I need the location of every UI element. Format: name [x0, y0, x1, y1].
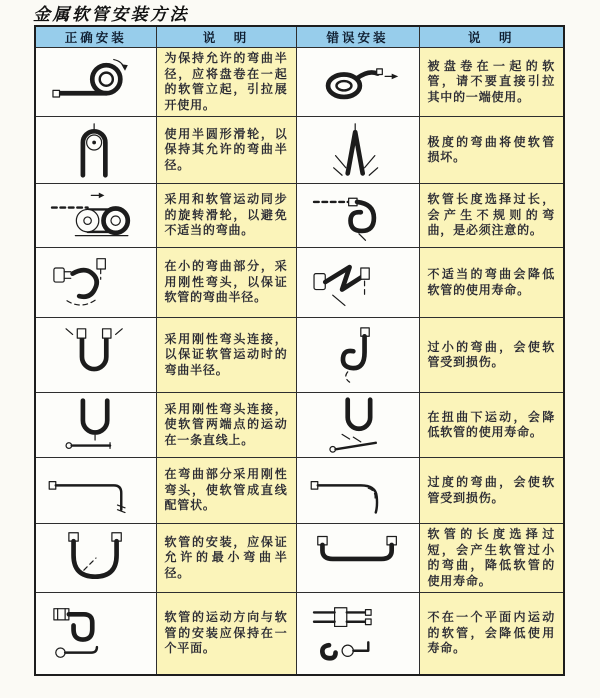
side-pulled-coil-hose-icon: [297, 53, 419, 111]
page-title: 金属软管安装方法: [33, 5, 189, 24]
rigid-elbow-u-hose-icon: [36, 326, 156, 384]
correct-description: 为保持允许的弯曲半径，应将盘卷在一起的软管立起，引拉展开使用。: [164, 51, 288, 112]
upright-coil-hose-icon: [36, 53, 156, 111]
correct-description: 采用和软管运动同步的旋转滑轮，以避免不适当的弯曲。: [164, 192, 288, 238]
correct-description: 软管的运动方向与软管的安装应保持在一个平面。: [164, 610, 288, 655]
table-row: [35, 318, 564, 393]
header-wrong-note: 说 明: [419, 26, 564, 48]
overbent-elbow-hose-icon: [297, 462, 419, 520]
wrong-description: 极度的弯曲将使软管损坏。: [427, 134, 555, 164]
correct-description: 采用刚性弯头连接，使软管两端点的运动在一条直线上。: [164, 401, 288, 447]
wrong-description: 过度的弯曲，会使软管受到损伤。: [427, 475, 555, 505]
wrong-description: 软管的长度选择过短，会产生软管过小的弯曲，降低软管的使用寿命。: [427, 527, 555, 588]
table-row: [35, 48, 564, 117]
wrong-description: 软管长度选择过长，会产生不规则的弯曲，是必须注意的。: [427, 192, 555, 238]
straight-run-elbow-icon: [36, 462, 156, 520]
aligned-u-hose-icon: [36, 396, 156, 454]
correct-description: 使用半圆形滑轮，以保持其允许的弯曲半径。: [164, 126, 288, 172]
header-row: [35, 26, 564, 48]
single-plane-motion-icon: [36, 604, 156, 662]
correct-description: 在小的弯曲部分，采用刚性弯头，以保证软管的弯曲半径。: [164, 259, 288, 305]
improper-bend-hose-icon: [297, 254, 419, 312]
semicircular-pulley-hose-icon: [36, 121, 156, 179]
wrong-description: 过小的弯曲，会使软管受到损伤。: [427, 339, 555, 369]
twisted-u-hose-icon: [297, 396, 419, 454]
header-wrong-install: 错误安装: [296, 26, 419, 48]
table-row: [35, 458, 564, 524]
synchronized-rollers-hose-icon: [36, 187, 156, 245]
wrong-description: 被盘卷在一起的软管，请不要直接引拉其中的一端使用。: [427, 58, 555, 104]
min-bend-radius-u-icon: [36, 529, 156, 587]
header-correct-note: 说 明: [156, 26, 296, 48]
overlong-loop-hose-icon: [297, 187, 419, 245]
table-row: [35, 248, 564, 318]
table-row: [35, 593, 564, 675]
wrong-description: 在扭曲下运动，会降低软管的使用寿命。: [427, 409, 555, 439]
rigid-elbow-small-bend-icon: [36, 254, 156, 312]
multi-plane-motion-icon: [297, 604, 419, 662]
table-row: [35, 184, 564, 248]
correct-description: 软管的安装，应保证允许的最小弯曲半径。: [164, 534, 288, 580]
sharp-kink-hose-icon: [297, 121, 419, 179]
short-flat-u-hose-icon: [297, 529, 419, 587]
header-correct-install: 正确安装: [35, 26, 156, 48]
installation-guide-table: [34, 25, 565, 676]
correct-description: 采用刚性弯头连接，以保证软管运动时的弯曲半径。: [164, 331, 288, 377]
table-row: [35, 117, 564, 184]
wrong-description: 不在一个平面内运动的软管，会降低使用寿命。: [427, 610, 555, 655]
tight-curl-hose-icon: [297, 326, 419, 384]
wrong-description: 不适当的弯曲会降低软管的使用寿命。: [427, 267, 555, 297]
table-row: [35, 524, 564, 593]
correct-description: 在弯曲部分采用刚性弯头，使软管成直线配管状。: [164, 467, 288, 513]
table-row: [35, 393, 564, 458]
